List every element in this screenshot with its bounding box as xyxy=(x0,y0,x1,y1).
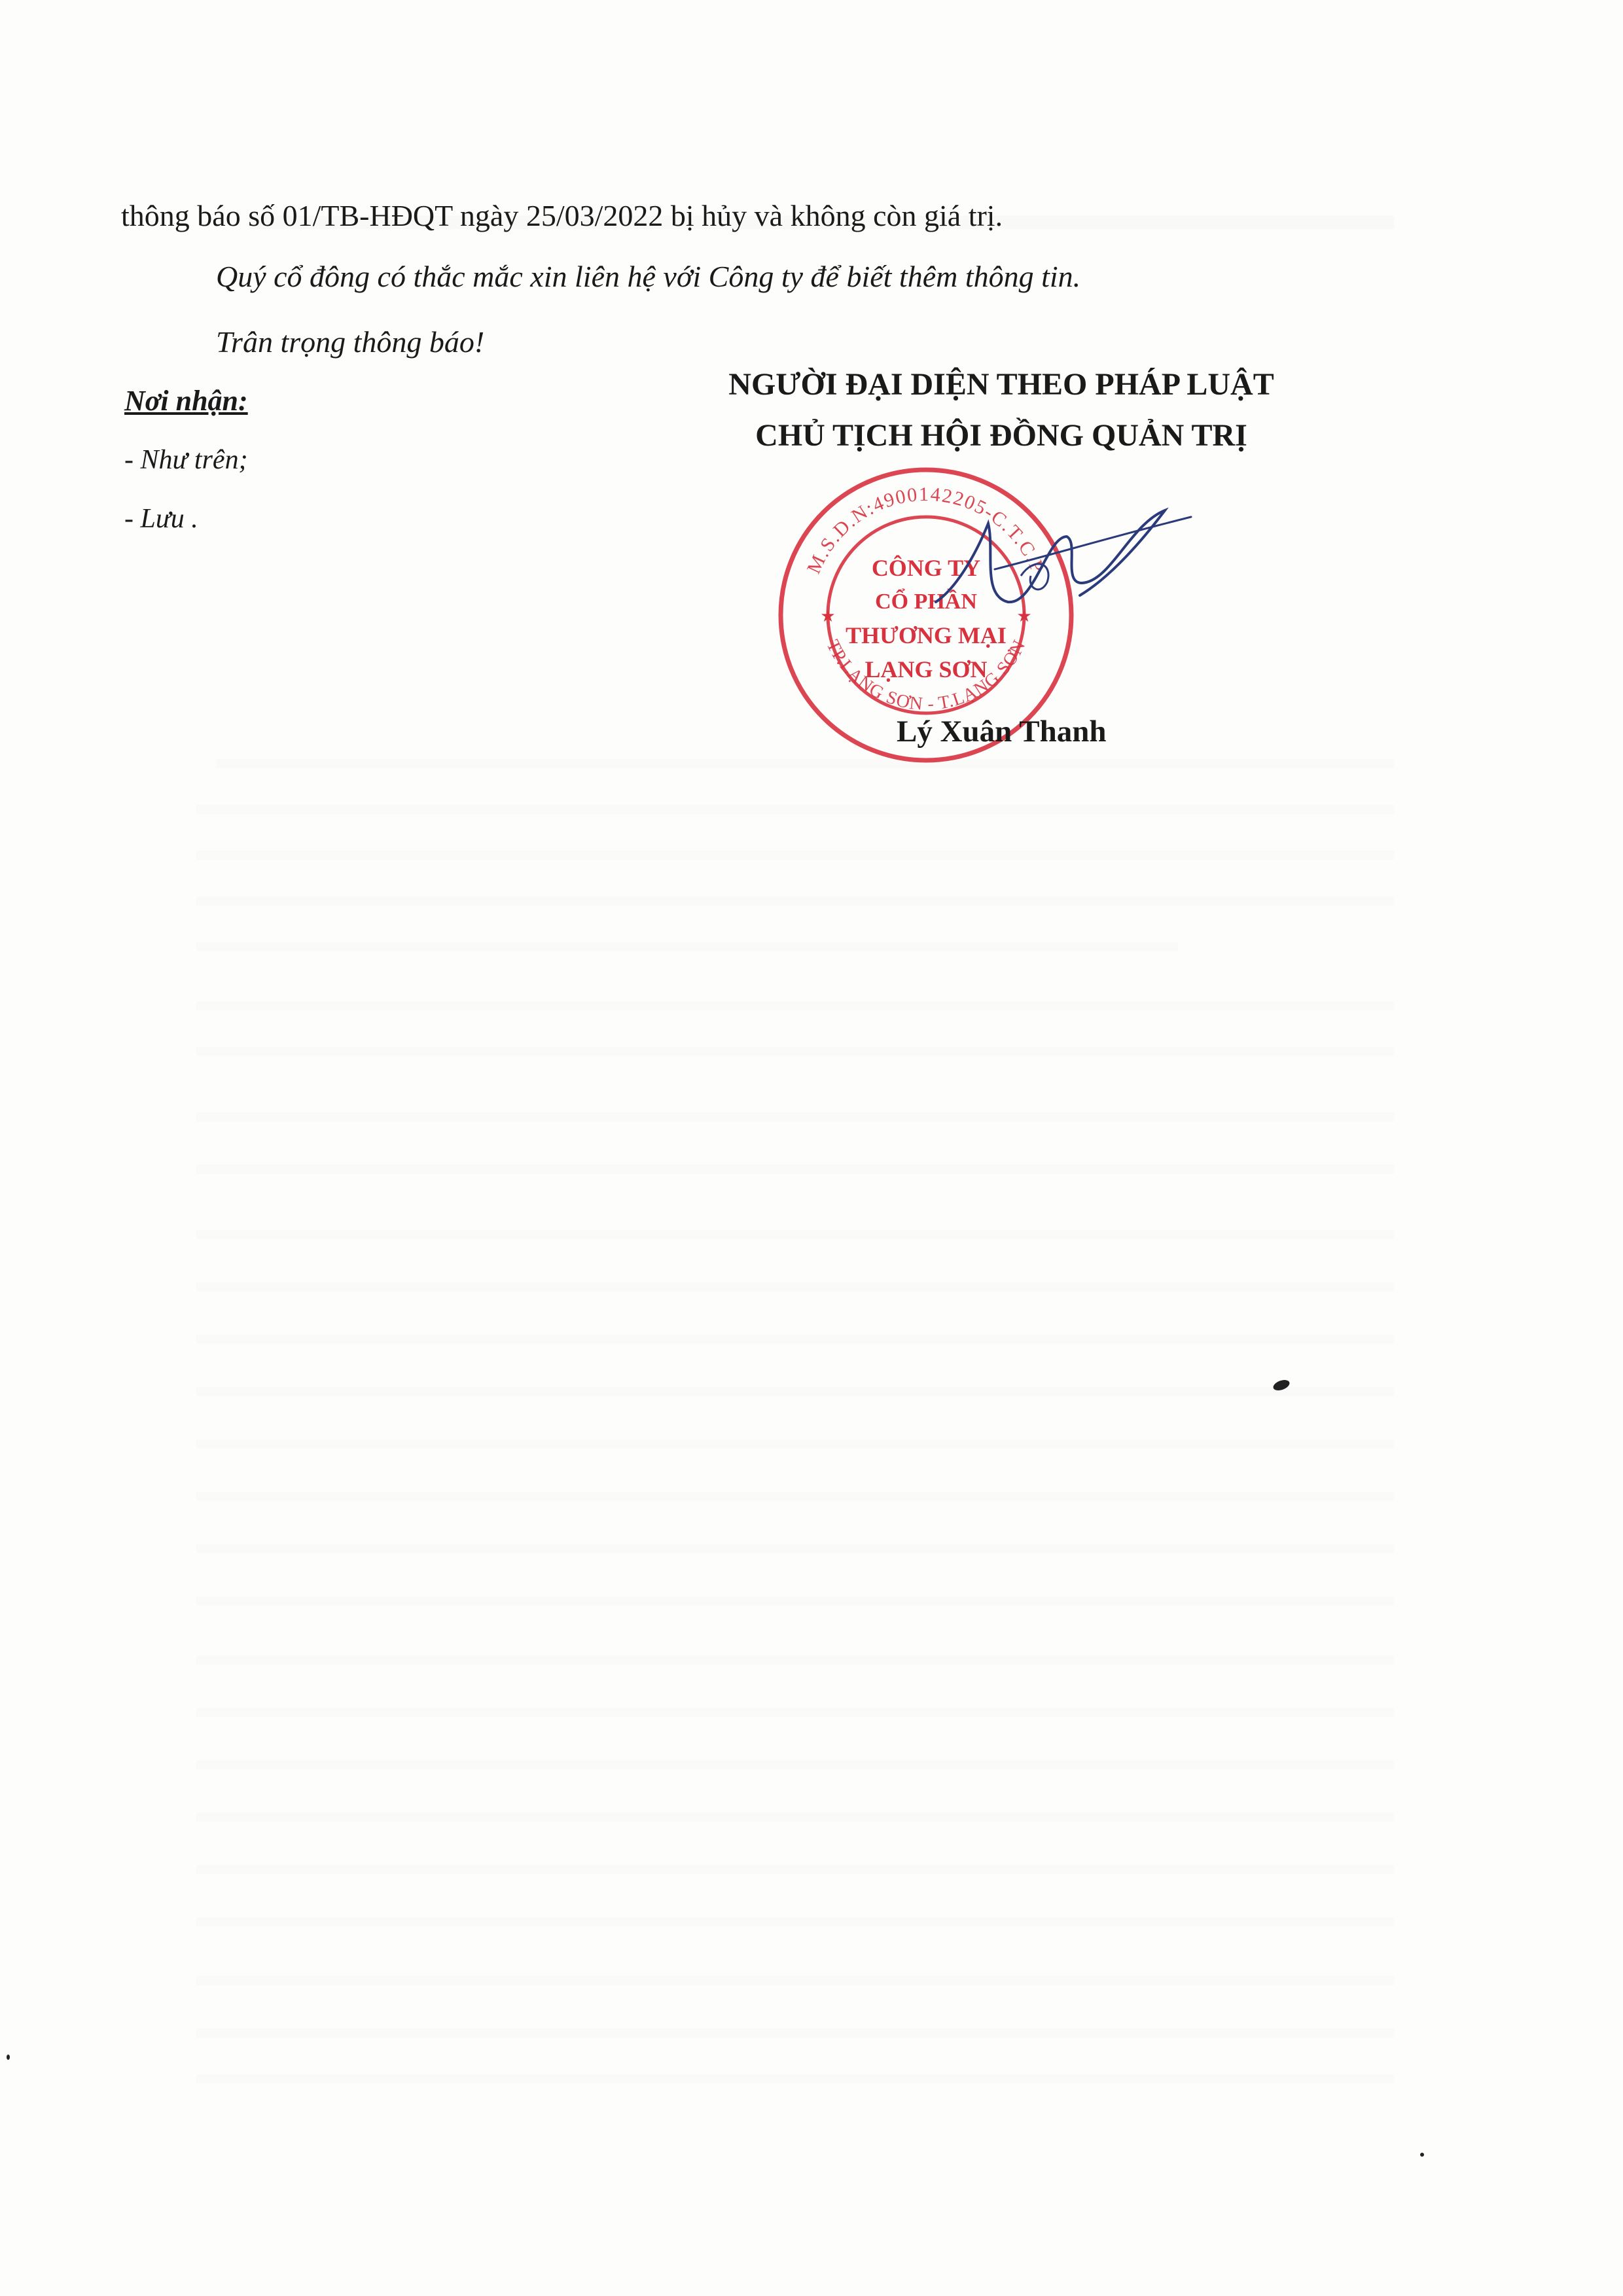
svg-text:M.S.D.N:4900142205-C.T.C.P: M.S.D.N:4900142205-C.T.C.P xyxy=(802,483,1050,577)
seal-line: THƯƠNG MẠI xyxy=(846,622,1007,648)
signatory-role-legal-representative: NGƯỜI ĐẠI DIỆN THEO PHÁP LUẬT xyxy=(728,367,1274,402)
recipient-item: - Như trên; xyxy=(124,445,248,475)
body-line-closing: Trân trọng thông báo! xyxy=(216,325,485,359)
recipients-heading: Nơi nhận: xyxy=(124,385,248,417)
svg-text:★: ★ xyxy=(1016,606,1032,626)
seal-line: CỔ PHẦN xyxy=(875,590,977,614)
signatory-role-chairman: CHỦ TỊCH HỘI ĐỒNG QUẢN TRỊ xyxy=(755,418,1247,453)
recipient-item: - Lưu . xyxy=(124,504,198,534)
seal-line: LẠNG SƠN xyxy=(865,656,988,682)
svg-text:TP.LẠNG SƠN - T.LẠNG SƠN: TP.LẠNG SƠN - T.LẠNG SƠN xyxy=(822,636,1030,715)
seal-line: CÔNG TY xyxy=(871,555,981,581)
body-line-contact: Quý cổ đông có thắc mắc xin liên hệ với Công ty để biết thêm thông tin. xyxy=(216,260,1081,293)
svg-text:★: ★ xyxy=(820,606,836,626)
scan-speck xyxy=(1420,2153,1424,2157)
body-line-cancellation: thông báo số 01/TB-HĐQT ngày 25/03/2022 bị hủy và không còn giá trị. xyxy=(121,199,1003,232)
signatory-name: Lý Xuân Thanh xyxy=(897,715,1107,749)
scan-speck xyxy=(7,2055,10,2060)
handwritten-signature xyxy=(916,497,1217,628)
